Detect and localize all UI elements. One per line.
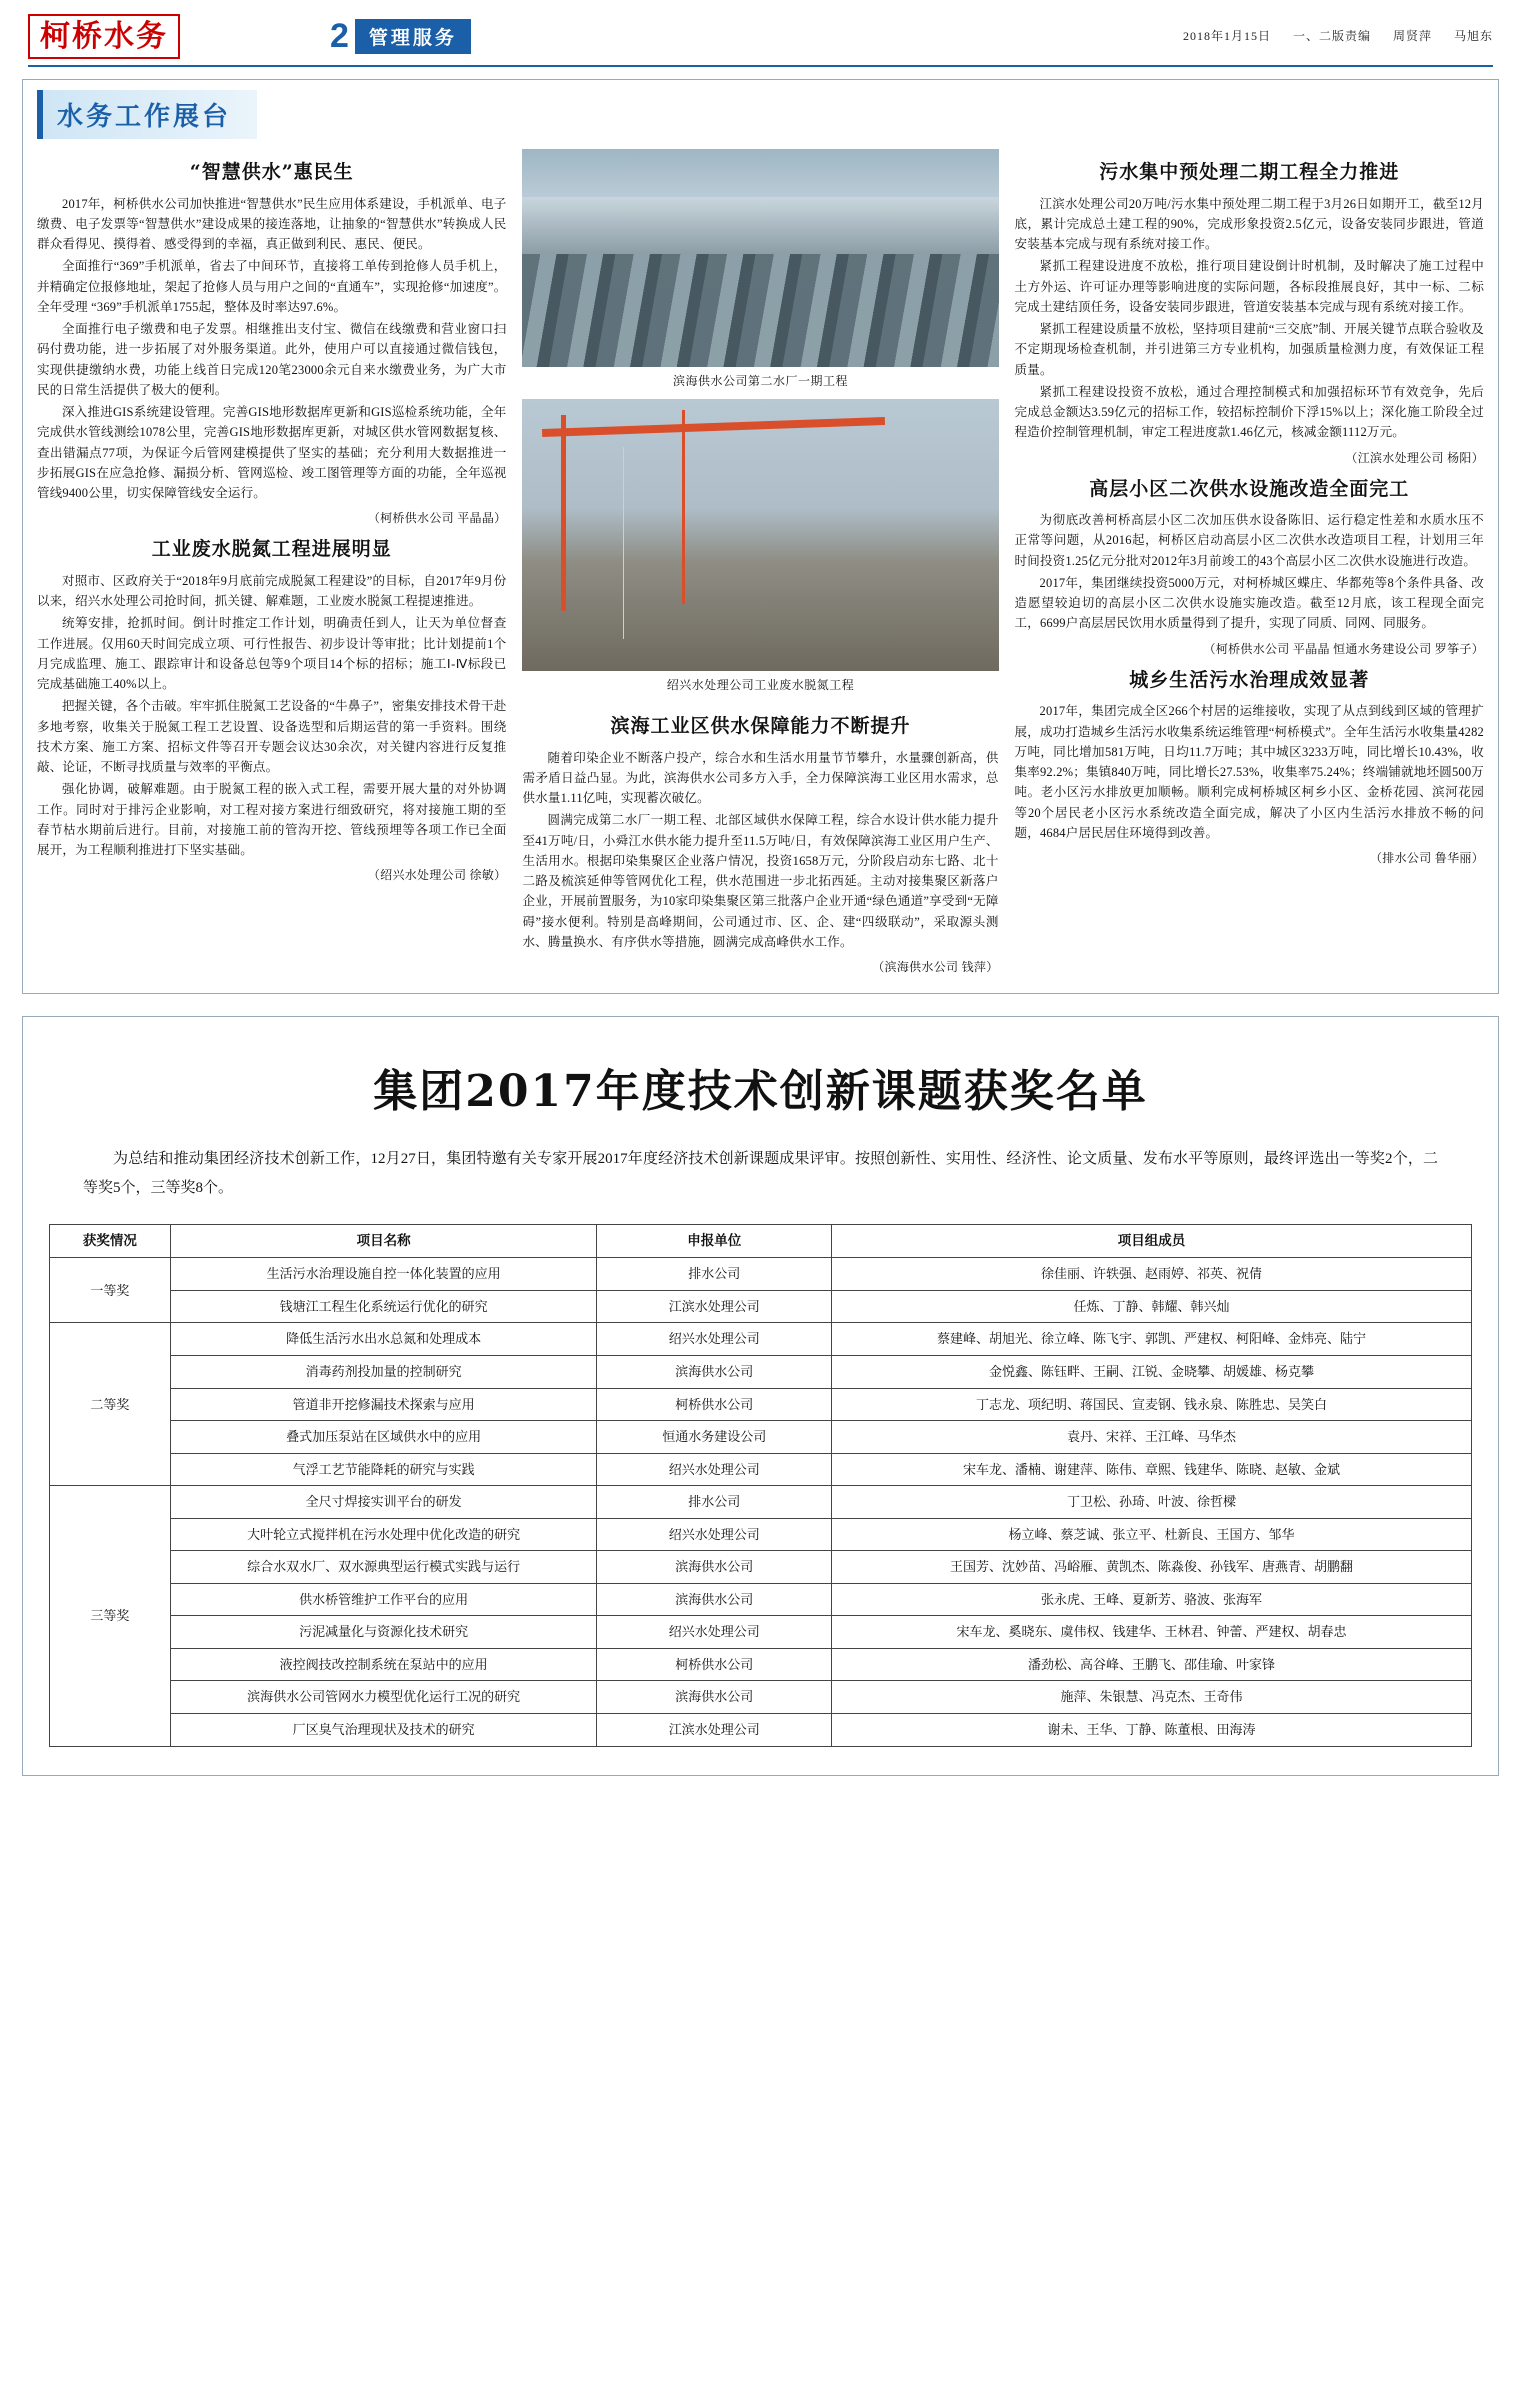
award-unit-cell: 柯桥供水公司 <box>597 1388 832 1421</box>
article-paragraph: 2017年，柯桥供水公司加快推进“智慧供水”民生应用体系建设，手机派单、电子缴费、电子发票等“智慧供水”建设成果的接连落地，让抽象的“智慧供水”转换成人民群众看得见、摸得着、感受得到的幸福，真正做到利民、惠民、便民。 <box>37 196 507 252</box>
photo-construction-site <box>522 399 998 671</box>
section-name: 管理服务 <box>355 19 471 54</box>
main-article-box <box>22 79 1499 994</box>
table-row <box>50 1648 1472 1681</box>
column-header-unit: 申报单位 <box>597 1225 832 1258</box>
section-banner <box>37 90 257 139</box>
award-unit-cell: 排水公司 <box>597 1258 832 1291</box>
award-members-cell: 谢未、王华、丁静、陈董根、田海涛 <box>832 1713 1472 1746</box>
award-grade-cell: 一等奖 <box>50 1258 171 1323</box>
article-title: 城乡生活污水治理成效显著 <box>1129 668 1370 691</box>
article-title: 滨海工业区供水保障能力不断提升 <box>610 715 911 737</box>
article-title: 污水集中预处理二期工程全力推进 <box>1099 161 1400 183</box>
photo-caption: 滨海供水公司第二水厂一期工程 <box>673 374 849 388</box>
article-signature: （滨海供水公司 钱萍） <box>872 960 999 975</box>
award-list-box <box>22 1016 1499 1775</box>
award-table <box>49 1224 1472 1746</box>
award-name-cell: 液控阀技改控制系统在泵站中的应用 <box>170 1648 597 1681</box>
table-row <box>50 1551 1472 1584</box>
award-members-cell: 徐佳丽、许轶强、赵雨婷、祁英、祝倩 <box>832 1258 1472 1291</box>
table-row <box>50 1518 1472 1551</box>
award-name-cell: 全尺寸焊接实训平台的研发 <box>170 1486 597 1519</box>
award-name-cell: 消毒药剂投加量的控制研究 <box>170 1355 597 1388</box>
award-members-cell: 金悦鑫、陈钰畔、王嗣、江锐、金晓攀、胡媛雄、杨克攀 <box>832 1355 1472 1388</box>
award-unit-cell: 滨海供水公司 <box>597 1583 832 1616</box>
table-row <box>50 1290 1472 1323</box>
award-name-cell: 管道非开挖修漏技术探索与应用 <box>170 1388 597 1421</box>
award-unit-cell: 绍兴水处理公司 <box>597 1616 832 1649</box>
award-intro: 为总结和推动集团经济技术创新工作，12月27日，集团特邀有关专家开展2017年度经济技术创新课题成果评审。按照创新性、实用性、经济性、论文质量、发布水平等原则，最终评选出一等奖2个，二等奖5个，三等奖8个。 <box>83 1151 1438 1196</box>
column-header-members: 项目组成员 <box>832 1225 1472 1258</box>
award-unit-cell: 绍兴水处理公司 <box>597 1518 832 1551</box>
article-title: 高层小区二次供水设施改造全面完工 <box>1089 477 1410 500</box>
article-paragraph: 2017年，集团完成全区266个村居的运维接收，实现了从点到线到区域的管理扩展，成功打造城乡生活污水收集系统运维管理“柯桥模式”。全年生活污水收集量4282万吨，同比增加581万吨，日均11.7万吨；其中城区3233万吨，同比增长10.43%，收集率92.2%；集镇840万吨，同比增长27.53%，收集率75.24%；终端铺就地坯圆500万吨。老小区污水排放更加顺畅。顺利完成柯桥城区柯乡小区、金桥花园、滨河花园等20个居民老小区污水系统改造全面完成，解决了小区内生活污水排放不畅的问题，4684户居民居住环境得到改善。 <box>1014 704 1485 840</box>
editor-label: 一、二版责编 <box>1292 29 1371 43</box>
article-signature: （柯桥供水公司 平晶晶 恒通水务建设公司 罗筝子） <box>1203 641 1485 656</box>
article-paragraph: 统筹安排，抢抓时间。倒计时推定工作计划，明确责任到人，让天为单位督查工作进展。仅用60天时间完成立项、可行性报告、初步设计等审批；比计划提前1个月完成监理、施工、跟踪审计和设备总包等9个项目14个标的招标；施工Ⅰ-Ⅳ标段已完成基础施工40%以上。 <box>37 616 507 692</box>
article-signature: （绍兴水处理公司 徐敏） <box>367 868 507 883</box>
article-title: “智慧供水”惠民生 <box>189 161 354 183</box>
award-unit-cell: 恒通水务建设公司 <box>597 1421 832 1454</box>
award-grade-cell: 三等奖 <box>50 1486 171 1746</box>
award-members-cell: 潘劲松、高谷峰、王鹏飞、邵佳瑜、叶家锋 <box>832 1648 1472 1681</box>
award-name-cell: 钱塘江工程生化系统运行优化的研究 <box>170 1290 597 1323</box>
award-unit-cell: 绍兴水处理公司 <box>597 1323 832 1356</box>
award-unit-cell: 柯桥供水公司 <box>597 1648 832 1681</box>
table-row <box>50 1583 1472 1616</box>
section-banner-title: 水务工作展台 <box>57 102 232 132</box>
table-row <box>50 1486 1472 1519</box>
page-number: 2 <box>330 17 349 55</box>
award-unit-cell: 滨海供水公司 <box>597 1355 832 1388</box>
editor-1: 周贤萍 <box>1392 29 1432 43</box>
article-paragraph: 对照市、区政府关于“2018年9月底前完成脱氮工程建设”的目标，自2017年9月份以来，绍兴水处理公司抢时间，抓关键、解难题，工业废水脱氮工程提速推进。 <box>37 573 507 609</box>
award-name-cell: 叠式加压泵站在区域供水中的应用 <box>170 1421 597 1454</box>
table-row <box>50 1258 1472 1291</box>
table-row <box>50 1681 1472 1714</box>
masthead-divider <box>28 65 1493 67</box>
award-unit-cell: 江滨水处理公司 <box>597 1713 832 1746</box>
article-title: 工业废水脱氮工程进展明显 <box>151 538 392 561</box>
award-unit-cell: 滨海供水公司 <box>597 1551 832 1584</box>
table-row <box>50 1713 1472 1746</box>
award-name-cell: 大叶轮立式搅拌机在污水处理中优化改造的研究 <box>170 1518 597 1551</box>
masthead <box>0 0 1521 65</box>
award-name-cell: 气浮工艺节能降耗的研究与实践 <box>170 1453 597 1486</box>
award-name-cell: 降低生活污水出水总氮和处理成本 <box>170 1323 597 1356</box>
award-grade-cell: 二等奖 <box>50 1323 171 1486</box>
article-paragraph: 全面推行电子缴费和电子发票。相继推出支付宝、微信在线缴费和营业窗口扫码付费功能，进一步拓展了对外服务渠道。此外，使用户可以直接通过微信钱包，实现供捷缴纳水费，功能上线首日完成120笔23000余元自来水缴费业务，为广大市民的日常生活提供了极大的便利。 <box>37 322 507 397</box>
award-members-cell: 丁志龙、项纪明、蒋国民、宣麦钢、钱永泉、陈胜忠、吴笑白 <box>832 1388 1472 1421</box>
table-row <box>50 1323 1472 1356</box>
award-name-cell: 综合水双水厂、双水源典型运行模式实践与运行 <box>170 1551 597 1584</box>
article-paragraph: 江滨水处理公司20万吨/污水集中预处理二期工程于3月26日如期开工，截至12月底，累计完成总土建工程的90%，完成形象投资2.5亿元，设备安装同步跟进，管道安装基本完成与现有系统对接工作。 <box>1014 196 1485 252</box>
award-unit-cell: 江滨水处理公司 <box>597 1290 832 1323</box>
table-row <box>50 1355 1472 1388</box>
award-members-cell: 施萍、朱银慧、冯克杰、王奇伟 <box>832 1681 1472 1714</box>
award-name-cell: 污泥减量化与资源化技术研究 <box>170 1616 597 1649</box>
award-members-cell: 任炼、丁静、韩耀、韩兴灿 <box>832 1290 1472 1323</box>
section-indicator <box>330 17 471 56</box>
publication-logo <box>28 14 180 59</box>
column-1 <box>37 149 506 979</box>
article-signature: （排水公司 鲁华丽） <box>1370 851 1485 866</box>
award-members-cell: 杨立峰、蔡芝诚、张立平、杜新良、王国方、邹华 <box>832 1518 1472 1551</box>
award-name-cell: 供水桥管维护工作平台的应用 <box>170 1583 597 1616</box>
table-row <box>50 1421 1472 1454</box>
article-columns <box>37 149 1484 979</box>
article-signature: （柯桥供水公司 平晶晶） <box>367 511 507 526</box>
award-members-cell: 宋车龙、奚晓东、虞伟权、钱建华、王林君、钟蕾、严建权、胡春忠 <box>832 1616 1472 1649</box>
table-row <box>50 1388 1472 1421</box>
column-2 <box>522 149 998 979</box>
column-3 <box>1015 149 1484 979</box>
article-signature: （江滨水处理公司 杨阳） <box>1345 450 1485 465</box>
award-members-cell: 丁卫松、孙琦、叶波、徐哲樑 <box>832 1486 1472 1519</box>
editor-2: 马旭东 <box>1453 29 1493 43</box>
award-unit-cell: 滨海供水公司 <box>597 1681 832 1714</box>
award-name-cell: 滨海供水公司管网水力模型优化运行工况的研究 <box>170 1681 597 1714</box>
article-paragraph: 紧抓工程建设投资不放松，通过合理控制模式和加强招标环节有效竞争，先后完成总金额达3.59亿元的招标工作，较招标控制价下浮15%以上；深化施工阶段全过程造价控制管理机制，审定工程进度款1.46亿元，核减金额1112万元。 <box>1014 384 1485 440</box>
article-paragraph: 强化协调，破解难题。由于脱氮工程的嵌入式工程，需要开展大量的对外协调工作。同时对于排污企业影响，对工程对接方案进行细致研究，将对接施工期的至春节枯水期前后进行。目前，对接施工前的管沟开挖、管线预埋等各项工作已全面展开，为工程顺利推进打下坚实基础。 <box>37 782 507 858</box>
award-unit-cell: 绍兴水处理公司 <box>597 1453 832 1486</box>
table-header-row <box>50 1225 1472 1258</box>
award-members-cell: 宋车龙、潘楠、谢建萍、陈伟、章熙、钱建华、陈晓、赵敏、金斌 <box>832 1453 1472 1486</box>
article-paragraph: 2017年，集团继续投资5000万元，对柯桥城区蝶庄、华都苑等8个条件具备、改造愿望较迫切的高层小区二次供水设施实施改造。截至12月底，该工程现全面完工，6699户高层居民饮用水质量得到了提升，实现了同质、同网、同服务。 <box>1014 575 1485 631</box>
article-paragraph: 全面推行“369”手机派单，省去了中间环节，直接将工单传到抢修人员手机上，并精确定位报修地址，架起了抢修人员与用户之间的“直通车”，实现抢修“加速度”。全年受理 “369”手机派单1755起，整体及时率达97.6%。 <box>37 259 507 314</box>
award-name-cell: 生活污水治理设施自控一体化装置的应用 <box>170 1258 597 1291</box>
article-paragraph: 圆满完成第二水厂一期工程、北部区域供水保障工程，综合水设计供水能力提升至41万吨/日，小舜江水供水能力提升至11.5万吨/日，有效保障滨海工业区用户生产、生活用水。根据印染集聚区企业落户情况，投资1658万元，分阶段启动东七路、北十二路及梳滨延伸等管网优化工程，供水范围进一步北拓西延。主动对接集聚区新落户企业，开展前置服务，为10家印染集聚区第三批落户企业开通“绿色通道”享受到“无障碍”接水便利。特别是高峰期间，公司通过市、区、企、建“四级联动”，采取源头测水、腾量换水、有序供水等措施，圆满完成高峰供水工作。 <box>522 813 999 949</box>
table-row <box>50 1453 1472 1486</box>
column-header-project: 项目名称 <box>170 1225 597 1258</box>
award-members-cell: 袁丹、宋祥、王江峰、马华杰 <box>832 1421 1472 1454</box>
column-header-grade: 获奖情况 <box>50 1225 171 1258</box>
award-members-cell: 蔡建峰、胡旭光、徐立峰、陈飞宇、郭凯、严建权、柯阳峰、金炜亮、陆宁 <box>832 1323 1472 1356</box>
award-members-cell: 王国芳、沈妙苗、冯峪雁、黄凯杰、陈淼俊、孙钱军、唐燕青、胡鹏翻 <box>832 1551 1472 1584</box>
logo-text: 柯桥水务 <box>40 19 168 54</box>
award-title: 集团2017年度技术创新课题获奖名单 <box>373 1066 1148 1118</box>
award-name-cell: 厂区臭气治理现状及技术的研究 <box>170 1713 597 1746</box>
issue-date: 2018年1月15日 <box>1182 29 1271 43</box>
table-row <box>50 1616 1472 1649</box>
article-paragraph: 把握关键，各个击破。牢牢抓住脱氮工艺设备的“牛鼻子”，密集安排技术骨干赴多地考察，收集关于脱氮工程工艺设置、设备选型和后期运营的第一手资料。围绕技术方案、施工方案、招标文件等召开专题会议达30余次，对关键内容进行反复推敲、论证，不断寻找质量与效率的平衡点。 <box>37 699 507 775</box>
article-paragraph: 随着印染企业不断落户投产，综合水和生活水用量节节攀升，水量骤创新高，供需矛盾日益凸显。为此，滨海供水公司多方入手，全力保障滨海工业区用水需求，总供水量1.11亿吨，实现蓄次破亿。 <box>522 750 999 806</box>
article-paragraph: 紧抓工程建设质量不放松，坚持项目建前“三交底”制、开展关键节点联合验收及不定期现场检查机制，并引进第三方专业机构，加强质量检测力度，有效保证工程质量。 <box>1014 322 1485 377</box>
masthead-meta <box>1165 27 1493 46</box>
article-paragraph: 紧抓工程建设进度不放松，推行项目建设倒计时机制，及时解决了施工过程中土方外运、许可证办理等影响进度的实际问题，各标段推展良好，其中一标、二标完成土建结顶任务，设备安装同步跟进，管道安装基本完成与现有系统对接工作。 <box>1014 259 1485 314</box>
award-members-cell: 张永虎、王峰、夏新芳、骆波、张海军 <box>832 1583 1472 1616</box>
article-paragraph: 为彻底改善柯桥高层小区二次加压供水设备陈旧、运行稳定性差和水质水压不正常等问题，从2016起，柯桥区启动高层小区二次供水改造项目工程，计划用三年时间投资1.25亿元分批对2012年3月前竣工的43个高层小区二次供水设施进行改造。 <box>1014 513 1485 568</box>
article-paragraph: 深入推进GIS系统建设管理。完善GIS地形数据库更新和GIS巡检系统功能，全年完成供水管线测绘1078公里，完善GIS地形数据库更新，对城区供水管网数据复核、查出错漏点77项，为保证今后管网建模提供了坚实的基础；充分利用大数据推进一步拓展GIS在应急抢修、漏损分析、管网巡检、竣工图管理等方面的功能，全年巡视管线9400公里，切实保障管线安全运行。 <box>37 405 507 501</box>
photo-water-plant <box>522 149 998 367</box>
award-unit-cell: 排水公司 <box>597 1486 832 1519</box>
photo-caption: 绍兴水处理公司工业废水脱氮工程 <box>666 678 855 692</box>
